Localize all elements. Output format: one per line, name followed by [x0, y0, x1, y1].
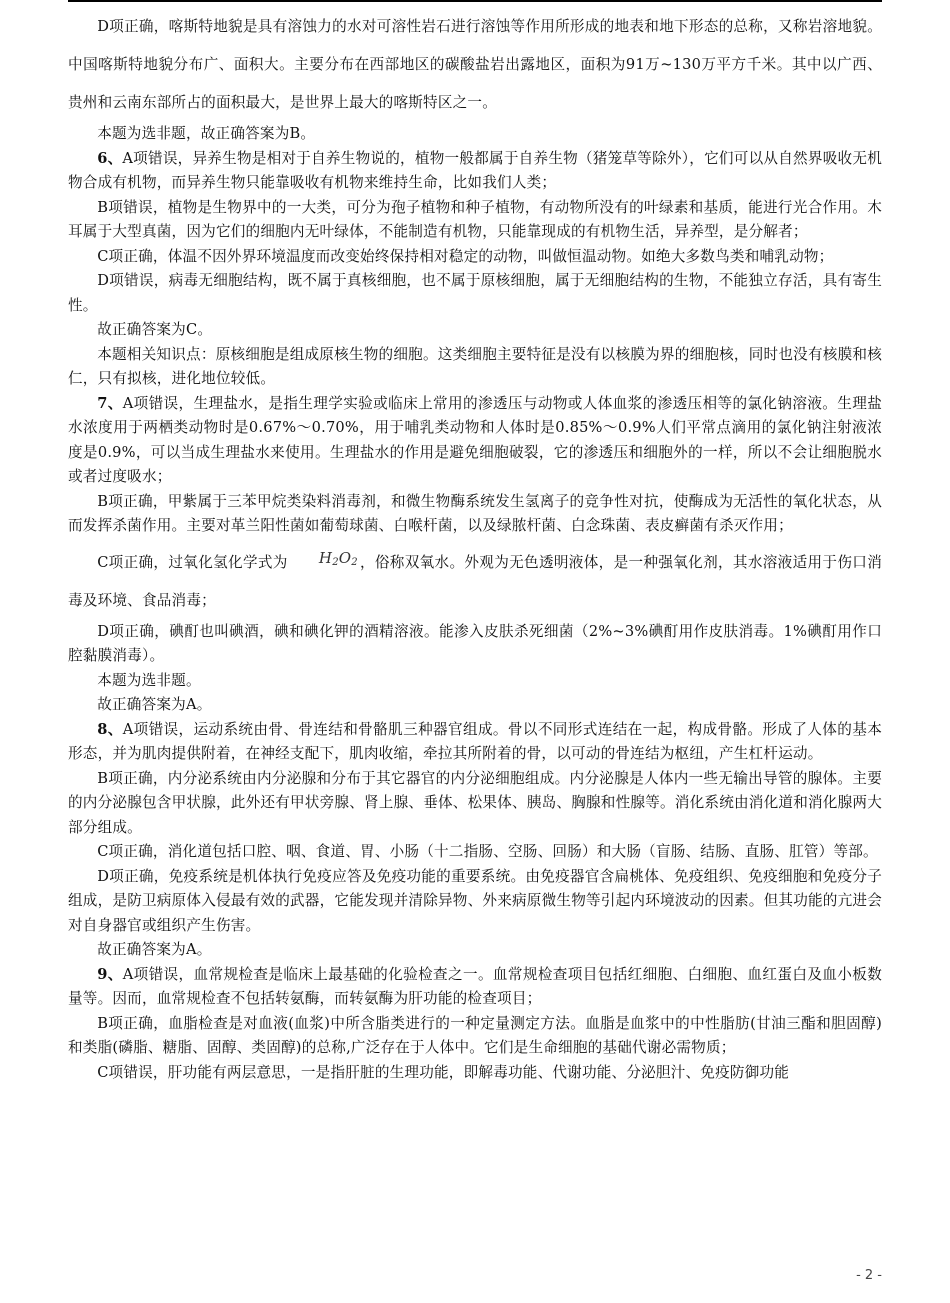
- paragraph: B项正确，内分泌系统由内分泌腺和分布于其它器官的内分泌细胞组成。内分泌腺是人体内一些无输出导管的腺体。主要的内分泌腺包含甲状腺，此外还有甲状旁腺、肾上腺、垂体、松果体、胰岛、胸腺和性腺等。消化系统由消化道和消化腺两大部分组成。: [68, 769, 882, 836]
- question-number: 6、: [97, 149, 123, 167]
- paragraph: C项正确，消化道包括口腔、咽、食道、胃、小肠（十二指肠、空肠、回肠）和大肠（盲肠、结肠、直肠、肛管）等部。: [97, 843, 878, 860]
- paragraph: B项正确，甲紫属于三苯甲烷类染料消毒剂，和微生物酶系统发生氢离子的竞争性对抗，使酶成为无活性的氧化状态，从而发挥杀菌作用。主要对革兰阳性菌如葡萄球菌、白喉杆菌，以及绿脓杆菌、白念珠菌、表皮癣菌有杀灭作用；: [68, 492, 882, 534]
- header-rule: [68, 0, 882, 2]
- question-8-a: [68, 718, 882, 767]
- paragraph-text: A项错误，异养生物是相对于自养生物说的，植物一般都属于自养生物（猪笼草等除外），它们可以从自然界吸收无机物合成有机物，而异养生物只能靠吸收有机物来维持生命，比如我们人类；: [68, 149, 882, 191]
- paragraph: D项正确，喀斯特地貌是具有溶蚀力的水对可溶性岩石进行溶蚀等作用所形成的地表和地下形态的总称，又称岩溶地貌。中国喀斯特地貌分布广、面积大。主要分布在西部地区的碳酸盐岩出露地区，面积为91万~130万平方千米。其中以广西、贵州和云南东部所占的面积最大，是世界上最大的喀斯特区之一。: [68, 18, 882, 111]
- paragraph: 本题为选非题。: [97, 671, 201, 689]
- question-7-c: [68, 539, 882, 620]
- paragraph: B项错误，植物是生物界中的一大类，可分为孢子植物和种子植物，有动物所没有的叶绿素和基质，能进行光合作用。木耳属于大型真菌，因为它们的细胞内无叶绿体，不能制造有机物，只能靠现成的有机物生活，异养型，是分解者；: [68, 198, 882, 240]
- question-number: 8、: [97, 720, 123, 738]
- paragraph: 本题相关知识点：原核细胞是组成原核生物的细胞。这类细胞主要特征是没有以核膜为界的细胞核，同时也没有核膜和核仁，只有拟核，进化地位较低。: [68, 345, 882, 387]
- question-number: 9、: [97, 965, 123, 983]
- page-number: - 2 -: [856, 1268, 882, 1283]
- paragraph: 本题为选非题，故正确答案为B。: [97, 125, 316, 142]
- paragraph-text: A项错误，生理盐水，是指生理学实验或临床上常用的渗透压与动物或人体血浆的渗透压相等的氯化钠溶液。生理盐水浓度用于两栖类动物时是0.67%～0.70%，用于哺乳类动物和人体时是0.85%～0.9%人们平常点滴用的氯化钠注射液浓度是0.9%，可以当成生理盐水来使用。生理盐水的作用是避免细胞破裂，它的渗透压和细胞外的一样，所以不会让细胞脱水或者过度吸水；: [68, 394, 882, 485]
- paragraph: D项正确，碘酊也叫碘酒，碘和碘化钾的酒精溶液。能渗入皮肤杀死细菌（2%~3%碘酊用作皮肤消毒。1%碘酊用作口腔黏膜消毒）。: [68, 622, 882, 664]
- question-6-a: [68, 147, 882, 196]
- question-7-a: [68, 392, 882, 490]
- paragraph: B项正确，血脂检查是对血液(血浆)中所含脂类进行的一种定量测定方法。血脂是血浆中的中性脂肪(甘油三酯和胆固醇)和类脂(磷脂、糖脂、固醇、类固醇)的总称,广泛存在于人体中。它们是生命细胞的基础代谢必需物质；: [68, 1014, 882, 1056]
- document-body: [68, 8, 882, 1085]
- question-9-a: [68, 963, 882, 1012]
- paragraph: C项正确，体温不因外界环境温度而改变始终保持相对稳定的动物，叫做恒温动物。如绝大多数鸟类和哺乳动物；: [97, 247, 834, 265]
- paragraph: C项错误，肝功能有两层意思，一是指肝脏的生理功能，即解毒功能、代谢功能、分泌胆汁、免疫防御功能: [97, 1063, 790, 1081]
- paragraph: 故正确答案为A。: [97, 941, 212, 958]
- paragraph-text: A项错误，血常规检查是临床上最基础的化验检查之一。血常规检查项目包括红细胞、白细胞、血红蛋白及血小板数量等。因而，血常规检查不包括转氨酶，而转氨酶为肝功能的检查项目；: [68, 965, 882, 1007]
- question-number: 7、: [97, 394, 123, 412]
- paragraph-text: A项错误，运动系统由骨、骨连结和骨骼肌三种器官组成。骨以不同形式连结在一起，构成骨骼。形成了人体的基本形态，并为肌肉提供附着，在神经支配下，肌肉收缩，牵拉其所附着的骨，以可动的骨连结为枢纽，产生杠杆运动。: [68, 720, 882, 762]
- paragraph: 故正确答案为C。: [97, 321, 213, 338]
- paragraph-text: ，俗称双氧水。外观为无色透明液体，是一种强氧化剂，其水溶液适用于伤口消毒及环境、食品消毒；: [68, 553, 882, 609]
- paragraph: 故正确答案为A。: [97, 696, 212, 713]
- paragraph-text: C项正确，过氧化氢化学式为: [97, 553, 288, 571]
- paragraph: D项正确，免疫系统是机体执行免疫应答及免疫功能的重要系统。由免疫器官含扁桃体、免疫组织、免疫细胞和免疫分子组成，是防卫病原体入侵最有效的武器，它能发现并清除异物、外来病原微生物等引起内环境波动的因素。但其功能的亢进会对自身器官或组织产生伤害。: [68, 867, 882, 934]
- h2o2-formula: $H_2O_2$: [318, 548, 358, 568]
- paragraph: D项错误，病毒无细胞结构，既不属于真核细胞，也不属于原核细胞，属于无细胞结构的生物，不能独立存活，具有寄生性。: [68, 272, 882, 314]
